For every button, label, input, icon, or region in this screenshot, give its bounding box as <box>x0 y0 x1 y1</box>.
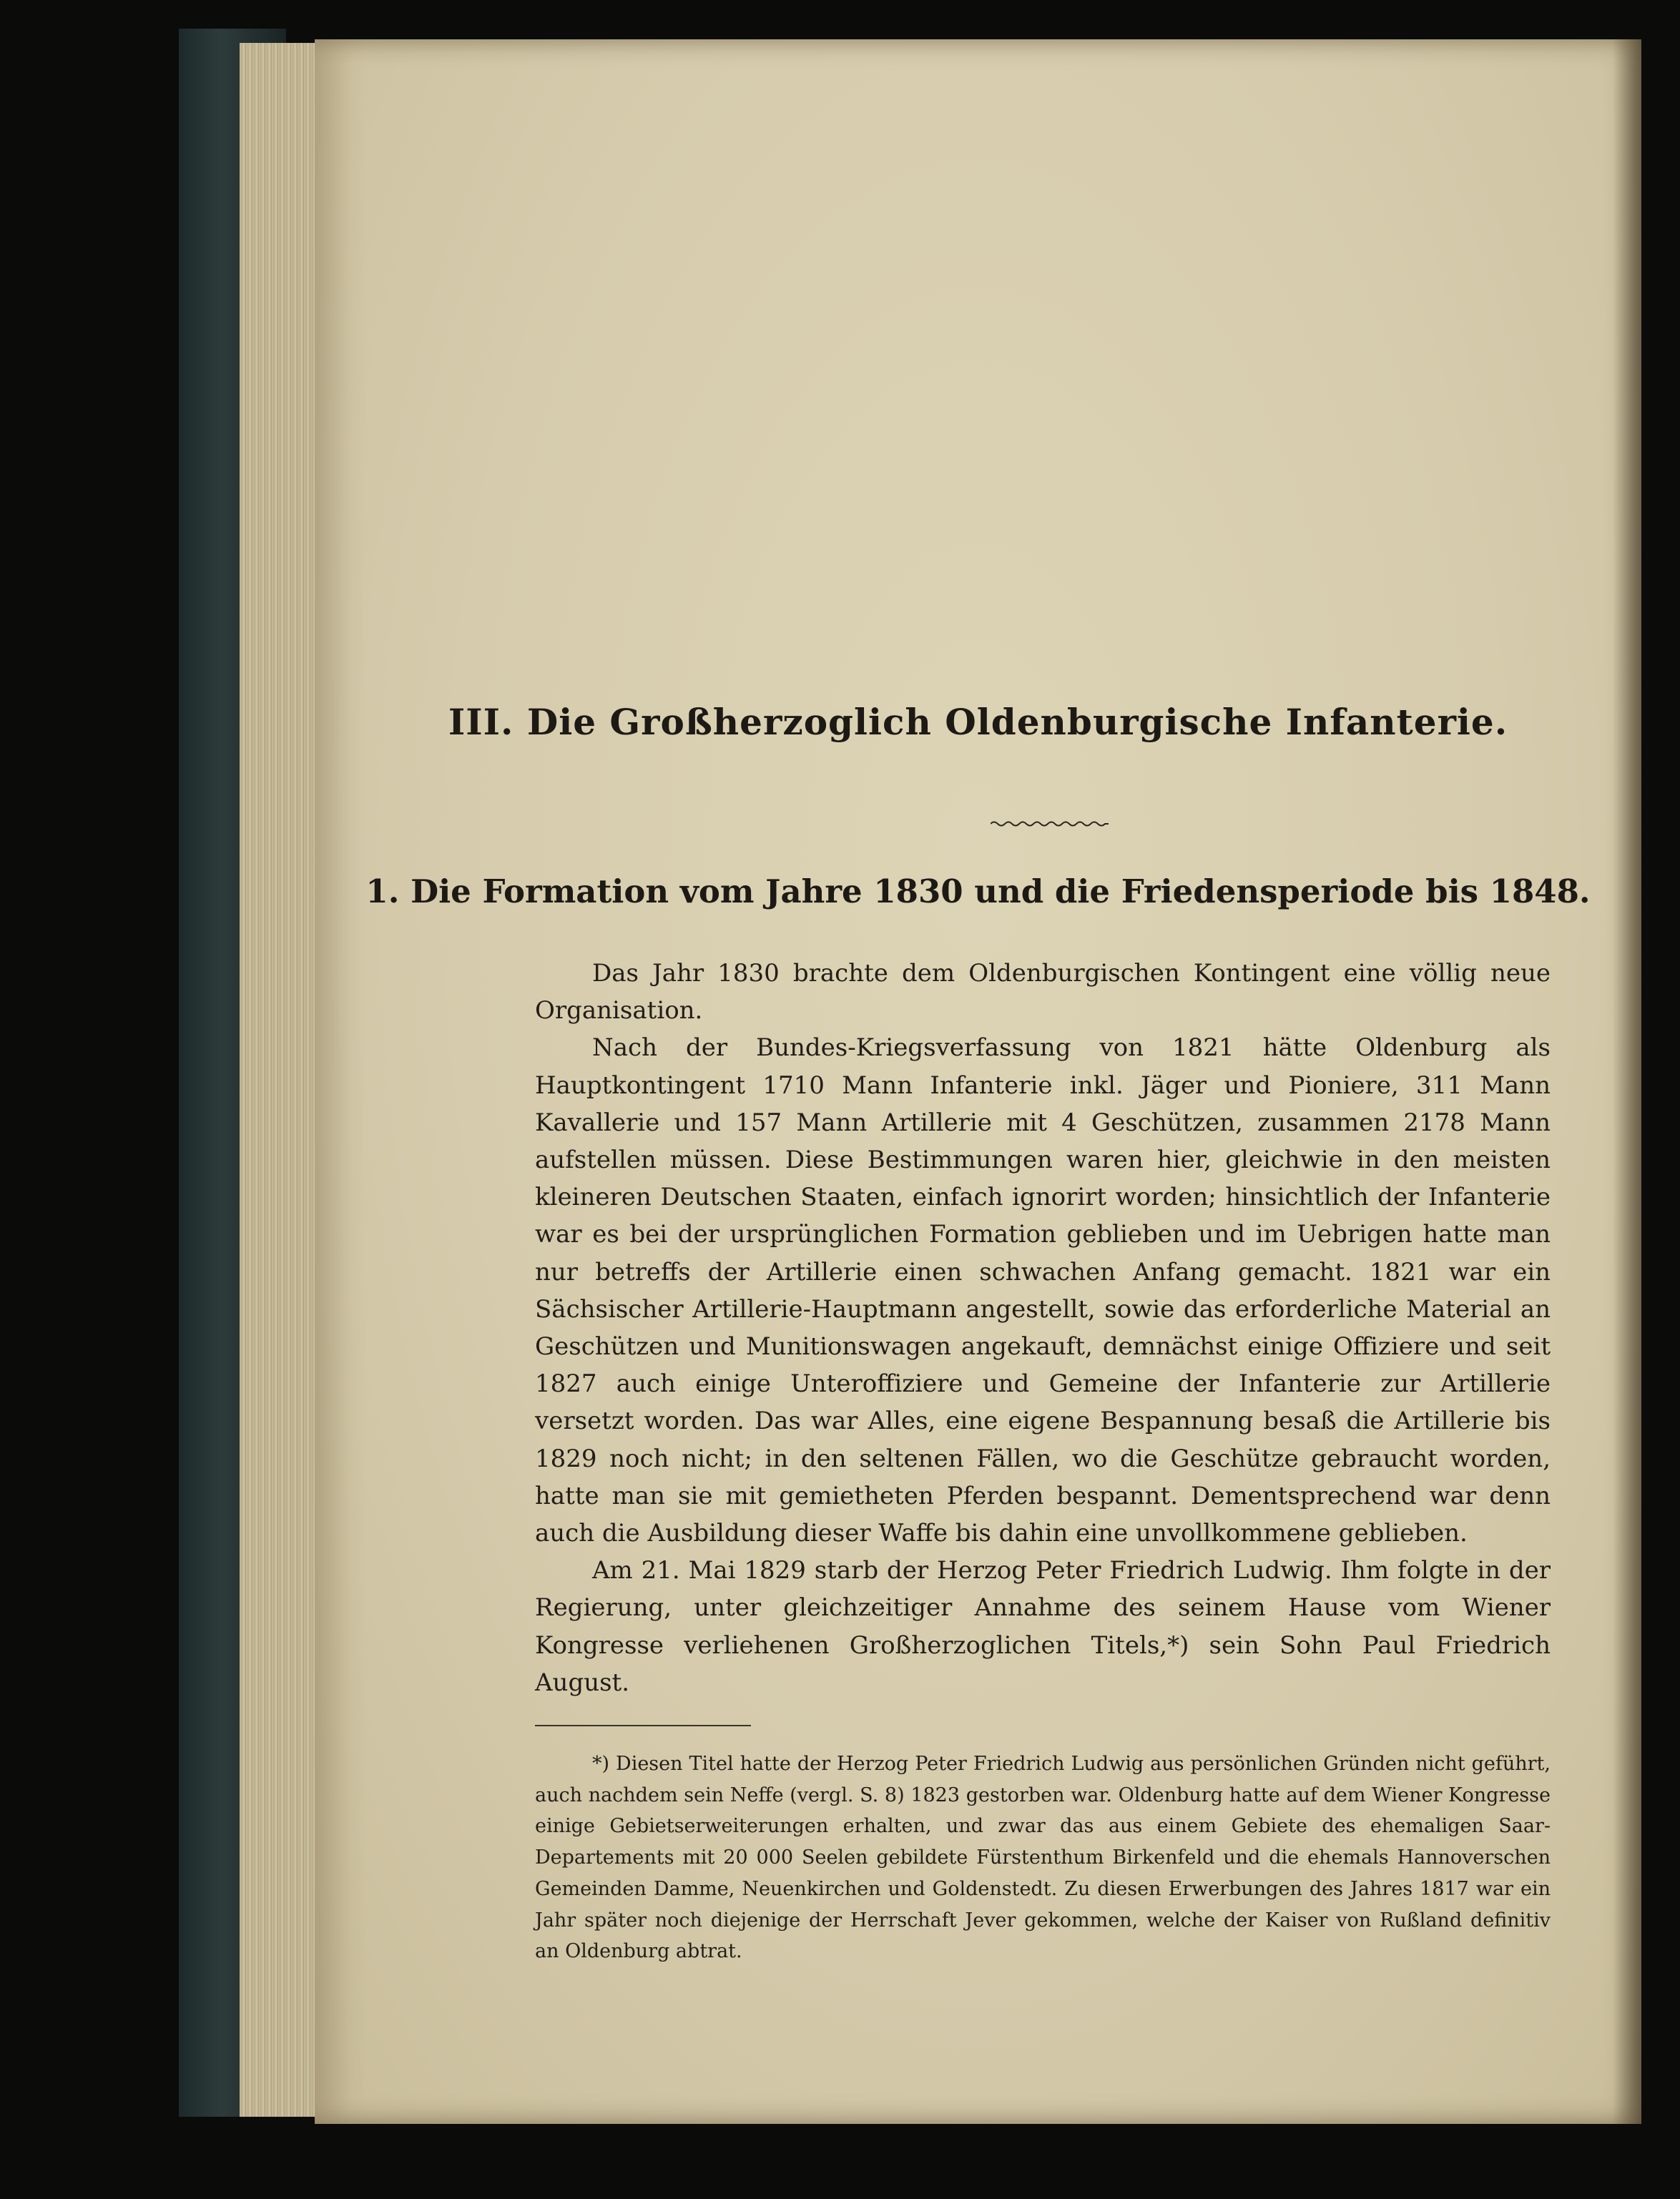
paragraph: Am 21. Mai 1829 starb der Herzog Peter Friedrich Ludwig. Ihm folgte in der Regierung, unter gleichzeitiger Annahme des seinem Hause vom Wiener Kongresse verliehenen Großherzoglichen Titels,*) sein Sohn Paul Friedrich August. <box>535 1556 1551 1697</box>
paragraph: Das Jahr 1830 brachte dem Oldenburgischen Kontingent eine völlig neue Organisation. <box>535 959 1551 1025</box>
book-page <box>315 39 1641 2124</box>
title-ornament-rule <box>991 819 1109 829</box>
body-text <box>535 955 1551 1701</box>
gutter-shadow <box>1613 39 1641 2124</box>
chapter-title: III. Die Großherzoglich Oldenburgische Infanterie. <box>448 701 1508 743</box>
paragraph: Nach der Bundes-Kriegsverfassung von 1821 hätte Oldenburg als Hauptkontingent 1710 Mann Infanterie inkl. Jäger und Pioniere, 311 Mann Kavallerie und 157 Mann Artillerie mit 4 Geschützen, zusammen 2178 Mann aufstellen müssen. Diese Bestimmungen waren hier, gleichwie in den meisten kleineren Deutschen Staaten, einfach ignorirt worden; hinsichtlich der Infanterie war es bei der ursprünglichen Formation geblieben und im Uebrigen hatte man nur betreffs der Artillerie einen schwachen Anfang gemacht. 1821 war ein Sächsischer Artillerie-Hauptmann angestellt, sowie das erforderliche Material an Geschützen und Munitionswagen angekauft, demnächst einige Offiziere und seit 1827 auch einige Unteroffiziere und Gemeine der Infanterie zur Artillerie versetzt worden. Das war Alles, eine eigene Bespannung besaß die Artillerie bis 1829 noch nicht; in den seltenen Fällen, wo die Geschütze gebraucht worden, hatte man sie mit gemietheten Pferden bespannt. Dementsprechend war denn auch die Ausbildung dieser Waffe bis dahin eine unvollkommene geblieben. <box>535 1033 1551 1548</box>
footnote: *) Diesen Titel hatte der Herzog Peter Friedrich Ludwig aus persönlichen Gründen nicht geführt, auch nachdem sein Neffe (vergl. S. 8) 1823 gestorben war. Oldenburg hatte auf dem Wiener Kongresse einige Gebietserweiterungen erhalten, und zwar das aus einem Gebiete des ehemaligen Saar-Departements mit 20 000 Seelen gebildete Fürstenthum Birkenfeld und die ehemals Hannoverschen Gemeinden Damme, Neuenkirchen und Goldenstedt. Zu diesen Erwerbungen des Jahres 1817 war ein Jahr später noch diejenige der Herrschaft Jever gekommen, welche der Kaiser von Rußland definitiv an Oldenburg abtrat. <box>535 1753 1551 1963</box>
section-title: 1. Die Formation vom Jahre 1830 und die Friedensperiode bis 1848. <box>365 872 1591 910</box>
page-stack-edges <box>240 43 325 2117</box>
footnote-rule <box>535 1725 751 1726</box>
